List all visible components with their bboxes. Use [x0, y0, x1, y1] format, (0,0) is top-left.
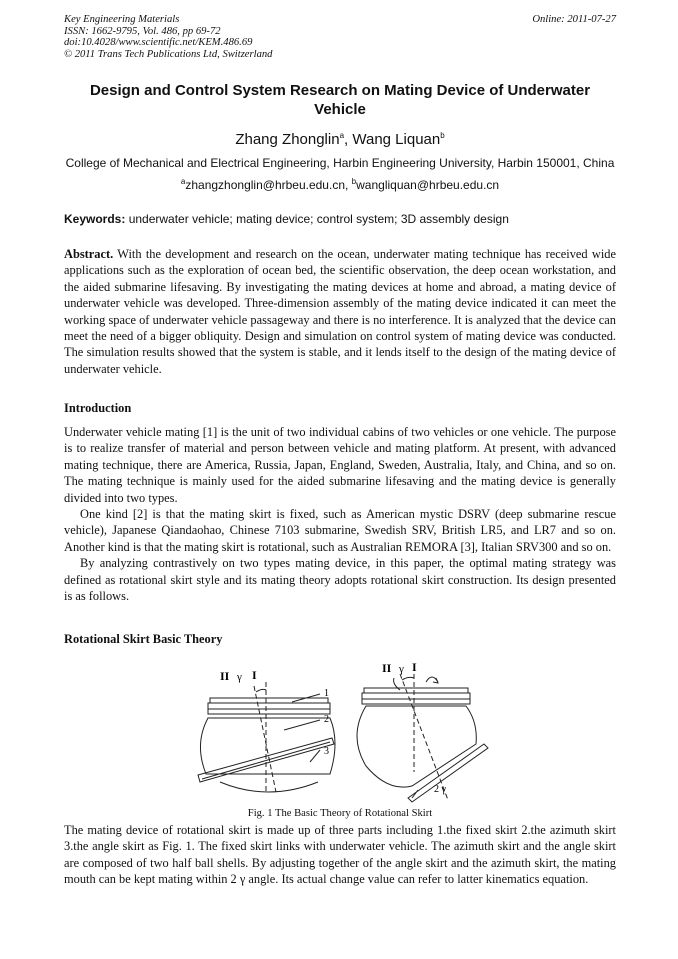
author-2-mark: b — [440, 131, 445, 140]
left-inclined-axis — [254, 686, 276, 792]
right-fixed-skirt-flange — [362, 693, 470, 699]
author-separator: , — [344, 131, 353, 148]
intro-paragraph-1: Underwater vehicle mating [1] is the unit of two individual cabins of two vehicles or one vehicle. The purpose is to realize transfer of material and person between vehicle and mating platform. At present, with advanced mating technique, there are America, Russia, Japan, England, Sweden, Australia, Italy, and China, and so on. The mating technique is mainly used for the aided submarine lifesaving and the mating device is generally divided into two types. — [64, 425, 616, 505]
leader-line-3 — [310, 750, 320, 762]
left-label-I: I — [252, 668, 257, 682]
introduction-body — [64, 424, 616, 604]
email-line — [64, 177, 616, 192]
part-label-2: 2 — [324, 714, 329, 725]
keywords-text: underwater vehicle; mating device; control system; 3D assembly design — [125, 212, 509, 226]
left-mating-device — [198, 682, 335, 792]
abstract-text: With the development and research on the ocean, underwater mating technique has received wide applications such as the exploration of ocean bed, the scientific observation, the deep ocean workstation, and the aided submarine lifesaving. By investigating the mating devices at home and abroad, a mating device of underwater vehicle was developed. Three-dimension assembly of the mating device indicated it can meet the working space of underwater vehicle passageway and there is no interference. It is analyzed that the device can meet the need of a bigger obliquity. Design and simulation on control system of mating device was conducted. The simulation results showed that the system is stable, and it lends itself to the design of the mating device of underwater vehicle. — [64, 247, 616, 376]
right-gamma-arc — [402, 677, 414, 680]
right-angle-skirt-band — [408, 744, 488, 802]
abstract — [64, 246, 616, 377]
affiliation: College of Mechanical and Electrical Engineering, Harbin Engineering University, Harbin 150001, China — [65, 156, 615, 170]
leader-line-2 — [284, 720, 320, 730]
author-1: Zhang Zhonglin — [235, 131, 340, 148]
journal-doi: doi:10.4028/www.scientific.net/KEM.486.69 — [64, 37, 253, 49]
right-label-I: I — [412, 660, 417, 674]
left-fixed-skirt-lower — [208, 709, 330, 714]
abstract-label: Abstract. — [64, 247, 114, 261]
right-azimuth-shell — [357, 706, 476, 787]
journal-name: Key Engineering Materials — [64, 14, 180, 25]
journal-issn: ISSN: 1662-9795, Vol. 486, pp 69-72 — [64, 25, 221, 37]
email-1-mark: a — [180, 177, 186, 186]
author-1-mark: a — [339, 131, 345, 140]
left-label-II: II — [220, 669, 230, 683]
keywords-label: Keywords: — [64, 212, 126, 226]
left-shell-bottom — [220, 782, 318, 792]
right-label-gamma: γ — [399, 663, 404, 675]
right-mating-device — [357, 674, 488, 802]
figure-1-diagram — [180, 652, 500, 806]
right-fixed-skirt-top — [364, 688, 468, 693]
journal-header — [64, 14, 616, 60]
section-heading-rotational-skirt: Rotational Skirt Basic Theory — [64, 632, 223, 646]
keywords — [64, 212, 616, 226]
right-fixed-skirt-lower — [362, 699, 470, 704]
right-label-2gamma: 2 γ — [434, 784, 446, 795]
part-label-1: 1 — [324, 688, 329, 699]
author-2: Wang Liquan — [352, 131, 441, 148]
email-1: zhangzhonglin@hrbeu.edu.cn, — [185, 178, 352, 192]
figure-1-caption: Fig. 1 The Basic Theory of Rotational Skirt — [247, 808, 433, 819]
email-2-mark: b — [351, 177, 357, 186]
intro-paragraph-2: One kind [2] is that the mating skirt is fixed, such as American mystic DSRV (deep submarine rescue vehicle), Japanese Qiandaohao, Chinese 7103 submarine, Swedish SRV, British LR5, and LR7 and so on. Another kind is that the mating skirt is rotational, such as Australian REMORA [3], Italian SRV300 and so on. — [64, 507, 616, 554]
journal-copyright: © 2011 Trans Tech Publications Ltd, Switzerland — [64, 48, 273, 60]
left-label-gamma: γ — [237, 671, 242, 683]
right-label-II: II — [382, 661, 392, 675]
intro-paragraph-3: By analyzing contrastively on two types mating device, in this paper, the optimal mating strategy was defined as rotational skirt style and its mating theory adopts rotational skirt construction. Its design presented is as follows. — [64, 556, 616, 604]
figure-1 — [180, 652, 500, 806]
author-line — [64, 131, 616, 148]
email-2: wangliquan@hrbeu.edu.cn — [356, 178, 500, 192]
rotational-skirt-body: The mating device of rotational skirt is made up of three parts including 1.the fixed skirt 2.the azimuth skirt 3.the angle skirt as Fig. 1. The fixed skirt links with underwater vehicle. The azimuth skirt and the angle skirt are composed of two half ball shells. By adjusting together of the angle skirt and the azimuth skirt, the mating mouth can be kept mating within 2 γ angle. Its actual change value can refer to latter kinematics equation. — [64, 823, 616, 887]
part-label-3: 3 — [324, 746, 329, 757]
online-date: Online: 2011-07-27 — [532, 14, 616, 25]
paper-title: Design and Control System Research on Mating Device of Underwater Vehicle — [89, 82, 591, 118]
left-fixed-skirt-top — [210, 698, 328, 703]
left-gamma-arc — [256, 689, 266, 692]
section-heading-introduction: Introduction — [64, 401, 132, 415]
left-fixed-skirt-flange — [208, 703, 330, 709]
